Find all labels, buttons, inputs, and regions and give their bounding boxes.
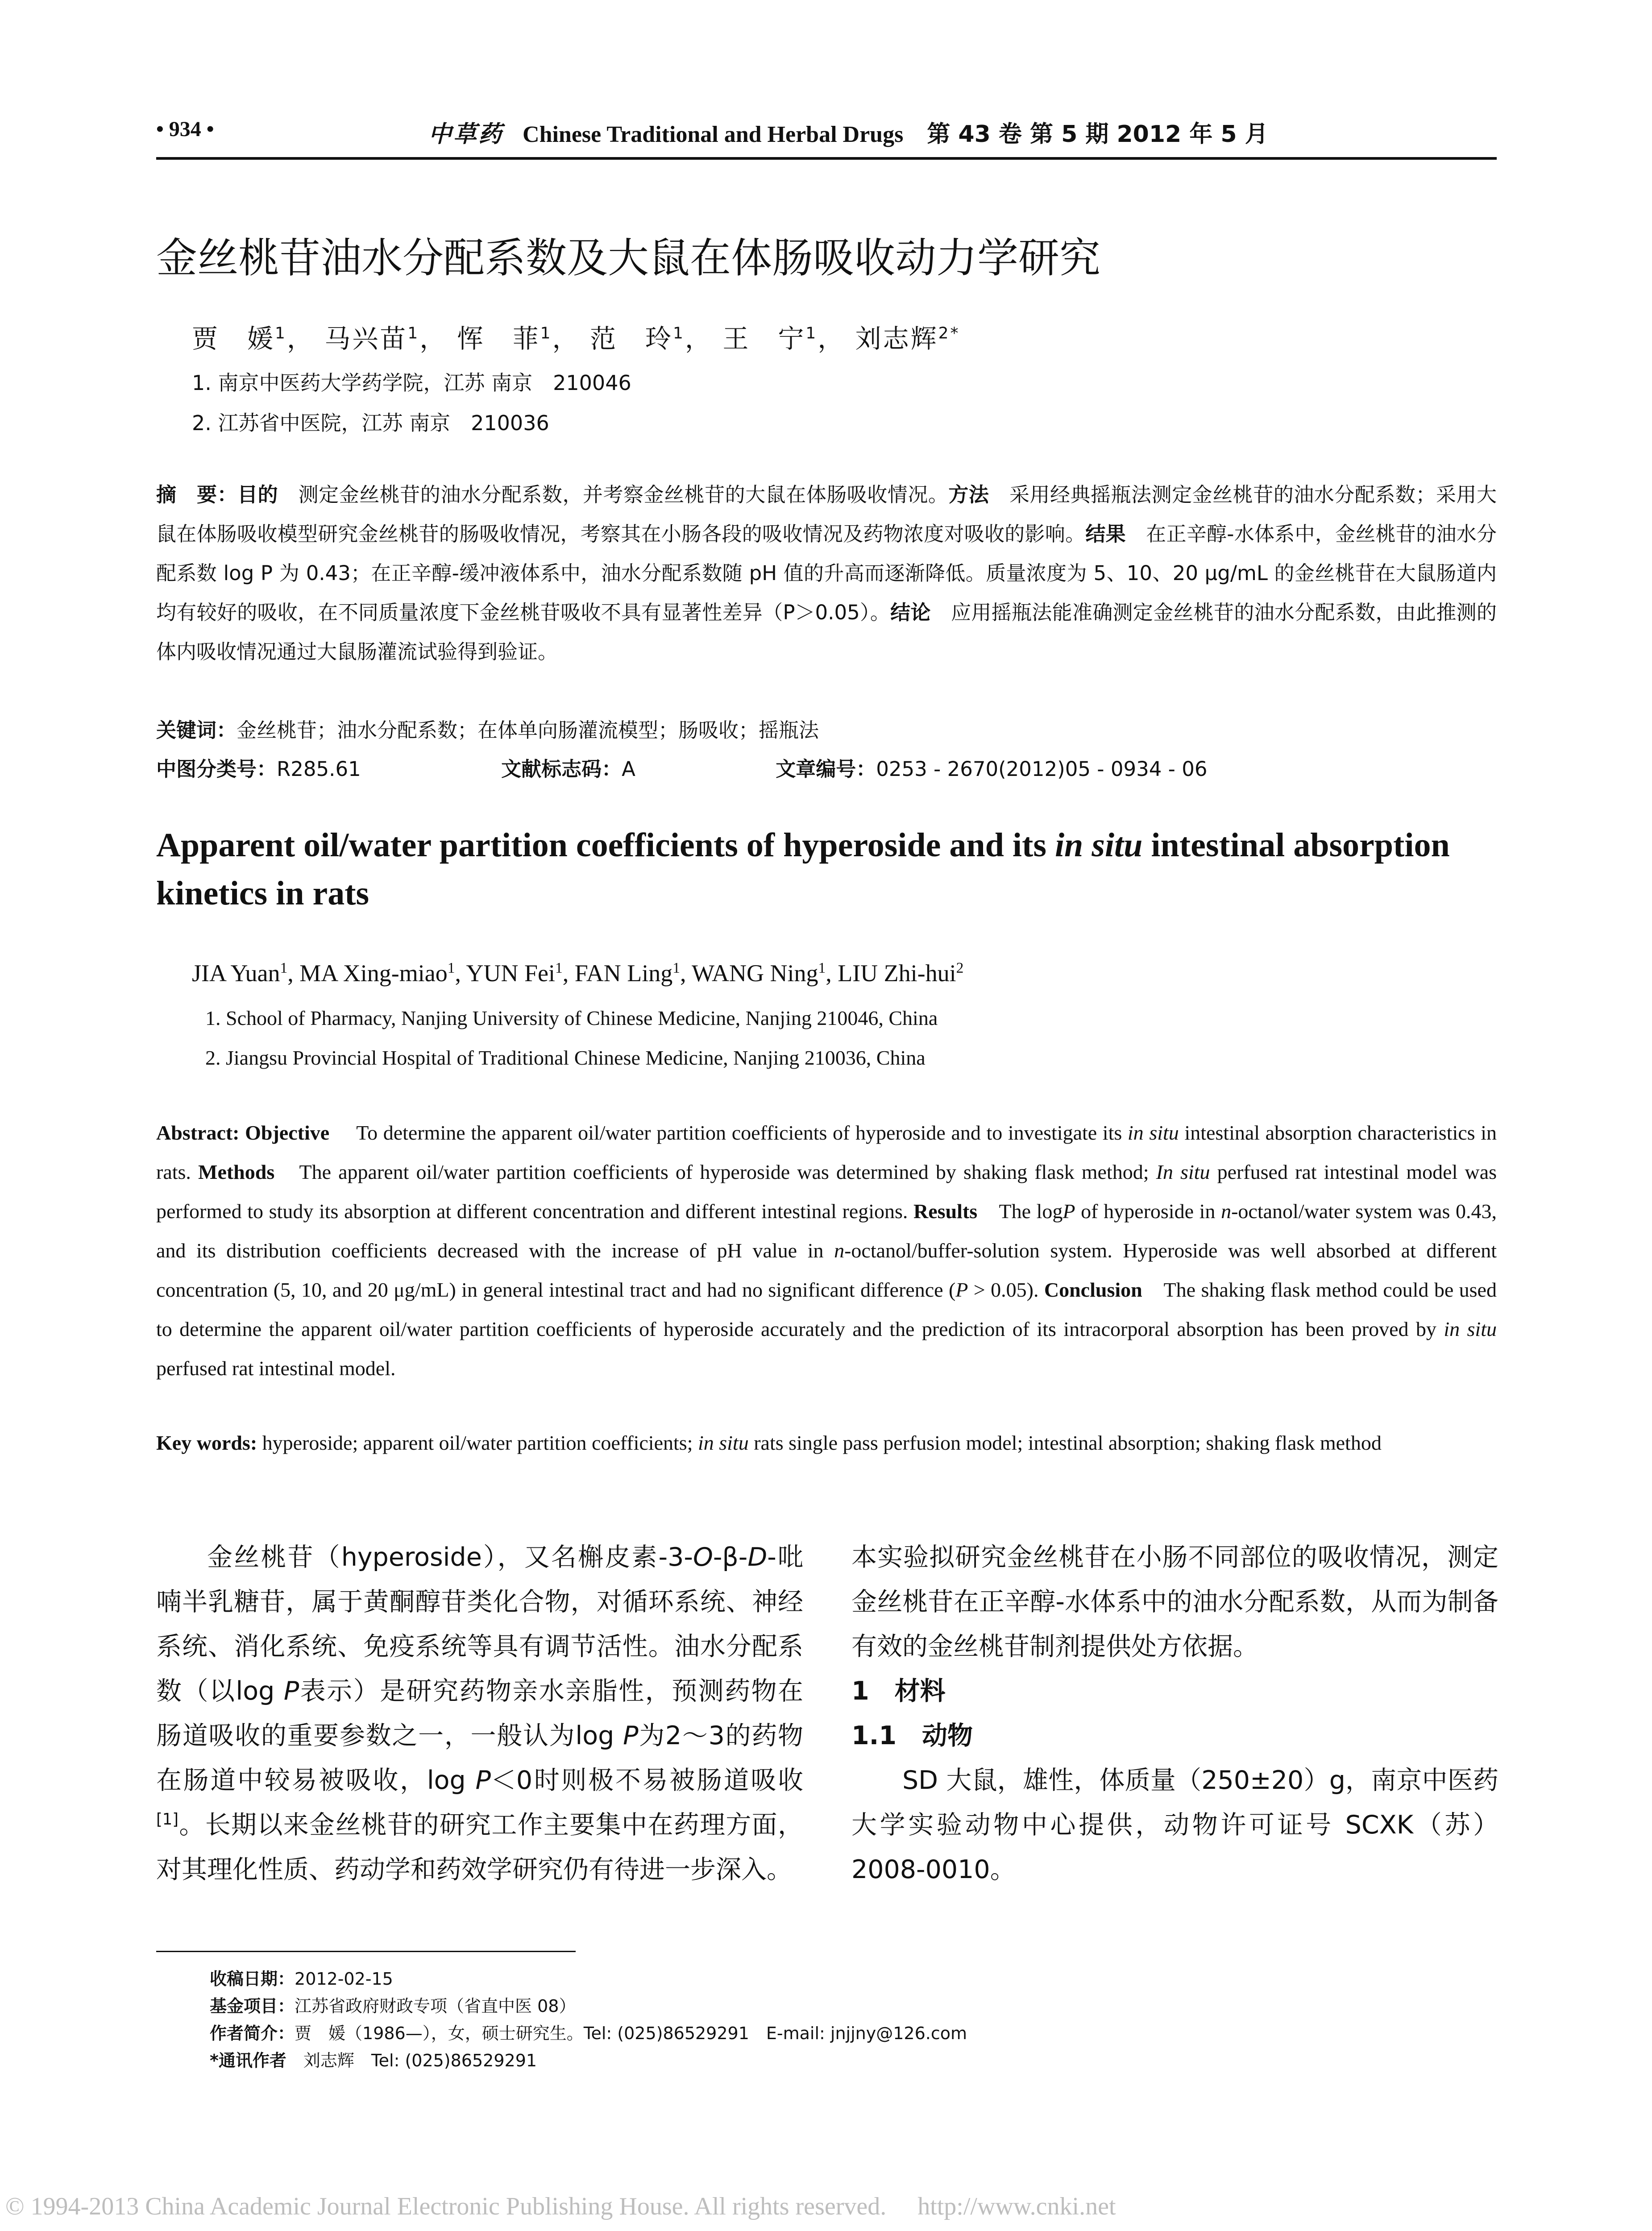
en-author: FAN Ling (574, 960, 673, 987)
en-author: YUN Fei (466, 960, 555, 987)
header-rule (156, 157, 1497, 160)
journal-header (428, 115, 1268, 149)
cn-authors: 贾 媛$^1$， 马兴苗$^1$， 恽 菲$^1$， 范 玲$^1$， 王 宁$^1$， 刘志辉$^{2*}$ (192, 323, 960, 354)
body-paragraph: 金丝桃苷（hyperoside），又名槲皮素-3-O-β-D-吡喃半乳糖苷，属于黄酮醇苷类化合物，对循环系统、神经系统、消化系统、免疫系统等具有调节活性。油水分配系数（以log P表示）是研究药物亲水亲脂性，预测药物在肠道吸收的重要参数之一，一般认为log P为2～3的药物在肠道中较易被吸收，log P＜0时则极不易被肠道吸收[1]。长期以来金丝桃苷的研究工作主要集中在药理方面，对其理化性质、药动学和药效学研究仍有待进一步深入。 (156, 1543, 804, 1884)
cn-abstract-label: 摘 要： (156, 483, 238, 506)
section-heading: 1 材料 (851, 1676, 946, 1706)
en-authors: JIA Yuan$^1$, MA Xing-miao$^1$, YUN Fei$^1$, FAN Ling$^1$, WANG Ning$^1$, LIU Zhi-hui$^2$ (192, 960, 964, 987)
en-keywords: Key words: hyperoside; apparent oil/water partition coefficients; in situ rats single pass perfusion model; intestinal absorption; shaking flask method (156, 1431, 1382, 1454)
en-author: LIU Zhi-hui (838, 960, 956, 987)
body-paragraph: SD 大鼠，雄性，体质量（250±20）g，南京中医药大学实验动物中心提供，动物许可证号 SCXK（苏）2008-0010。 (851, 1766, 1498, 1884)
cn-author: 王 宁 (722, 323, 806, 354)
footnote-received: 收稿日期：2012-02-15 (210, 1969, 393, 1989)
journal-cn-name: 中草药 (428, 121, 504, 148)
body-column-right (851, 1535, 1498, 1892)
cn-affiliation-2: 2. 江苏省中医院，江苏 南京 210036 (192, 411, 549, 435)
en-author: JIA Yuan (192, 960, 280, 987)
en-affiliation-2: 2. Jiangsu Provincial Hospital of Traditional Chinese Medicine, Nanjing 210036, China (205, 1046, 926, 1069)
cn-author: 刘志辉 (855, 323, 938, 354)
citation-ref[interactable]: [1] (156, 1810, 179, 1829)
body-column-left (156, 1535, 803, 1892)
en-affiliation-1: 1. School of Pharmacy, Nanjing University of Chinese Medicine, Nanjing 210046, China (205, 1007, 938, 1029)
cn-author: 恽 菲 (457, 323, 540, 354)
cn-author: 马兴苗 (324, 323, 408, 354)
page-number: • 934 • (156, 117, 214, 141)
article-number: 0253 - 2670(2012)05 - 0934 - 06 (876, 757, 1208, 781)
subsection-heading: 1.1 动物 (851, 1721, 973, 1750)
cn-affiliation-1: 1. 南京中医药大学药学院，江苏 南京 210046 (192, 371, 631, 395)
cn-keywords: 关键词：金丝桃苷；油水分配系数；在体单向肠灌流模型；肠吸收；摇瓶法 (156, 718, 819, 742)
footnote-author: 作者简介：贾 媛（1986—），女，硕士研究生。Tel: (025)86529291 E-mail: jnjjny@126.com (210, 2024, 967, 2043)
cn-author: 贾 媛 (192, 323, 275, 354)
footnote-rule (156, 1951, 576, 1952)
cn-title: 金丝桃苷油水分配系数及大鼠在体肠吸收动力学研究 (156, 234, 1101, 282)
journal-issue: 第 43 卷 第 5 期 2012 年 5 月 (927, 121, 1268, 148)
journal-en-name: Chinese Traditional and Herbal Drugs (523, 122, 904, 147)
body-paragraph: 本实验拟研究金丝桃苷在小肠不同部位的吸收情况，测定金丝桃苷在正辛醇-水体系中的油水分配系数，从而为制备有效的金丝桃苷制剂提供处方依据。 (851, 1543, 1498, 1661)
copyright-notice: © 1994-2013 China Academic Journal Electronic Publishing House. All rights reserved. http://www.cnki.net (5, 2193, 1116, 2220)
en-author: WANG Ning (691, 960, 818, 987)
cn-abstract: 摘 要：目的 测定金丝桃苷的油水分配系数，并考察金丝桃苷的大鼠在体肠吸收情况。方法 采用经典摇瓶法测定金丝桃苷的油水分配系数；采用大鼠在体肠吸收模型研究金丝桃苷的肠吸收情况，考察其在小肠各段的吸收情况及药物浓度对吸收的影响。结果 在正辛醇-水体系中，金丝桃苷的油水分配系数 log P 为 0.43；在正辛醇-缓冲液体系中，油水分配系数随 pH 值的升高而逐渐降低。质量浓度为 5、10、20 μg/mL 的金丝桃苷在大鼠肠道内均有较好的吸收，在不同质量浓度下金丝桃苷吸收不具有显著性差异（P＞0.05）。结论 应用摇瓶法能准确测定金丝桃苷的油水分配系数，由此推测的体内吸收情况通过大鼠肠灌流试验得到验证。 (156, 483, 1497, 663)
class-number: R285.61 (277, 757, 361, 781)
en-title: Apparent oil/water partition coefficients of hyperoside and its in situ intestinal absorption kinetics in rats (156, 826, 1450, 912)
cn-author: 范 玲 (589, 323, 673, 354)
footnote-fund: 基金项目：江苏省政府财政专项（省直中医 08） (210, 1996, 576, 2016)
footnote-corresponding: *通讯作者 刘志辉 Tel: (025)86529291 (210, 2051, 537, 2070)
en-author: MA Xing-miao (299, 960, 448, 987)
doc-code: A (622, 757, 635, 781)
cn-classification: 中图分类号：R285.61 文献标志码：A 文章编号：0253 - 2670(2012)05 - 0934 - 06 (156, 757, 1208, 781)
en-abstract: Abstract: Objective To determine the apparent oil/water partition coefficients of hyperoside and to investigate its in situ intestinal absorption characteristics in rats. Methods The apparent oil/water partition coefficients of hyperoside was determined by shaking flask method; In situ perfused rat intestinal model was performed to study its absorption at different concentration and different intestinal regions. Results The logP of hyperoside in n-octanol/water system was 0.43, and its distribution coefficients decreased with the increase of pH value in n-octanol/buffer-solution system. Hyperoside was well absorbed at different concentration (5, 10, and 20 μg/mL) in general intestinal tract and had no significant difference (P > 0.05). Conclusion The shaking flask method could be used to determine the apparent oil/water partition coefficients of hyperoside accurately and the prediction of its intracorporal absorption has been proved by in situ perfused rat intestinal model. (156, 1121, 1497, 1380)
